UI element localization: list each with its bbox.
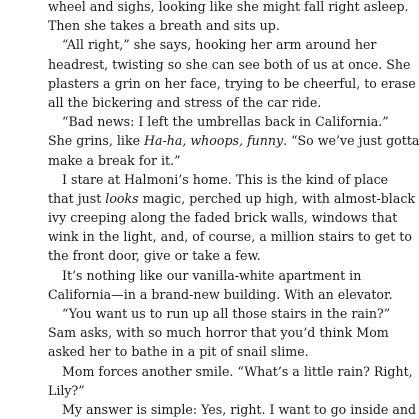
text-segment: She grins, like (48, 133, 145, 149)
text-line (48, 112, 389, 131)
text-line (48, 93, 344, 112)
text-segment: that just (48, 190, 106, 206)
text-line (48, 381, 344, 400)
text-line (48, 285, 393, 304)
text-line (48, 0, 409, 16)
text-segment: Lily?” (48, 382, 85, 398)
text-segment: all the bickering and stress of the car ride. (48, 94, 322, 110)
text-segment: Mom forces another smile. “What’s a little rain? Right, (62, 363, 413, 379)
text-line (48, 16, 344, 35)
text-segment: “Bad news: I left the umbrellas back in California.” (62, 114, 389, 130)
text-segment: ivy creeping along the faded brick walls, windows that (48, 210, 398, 226)
text-segment: “All right,” she says, hooking her arm around her (62, 37, 377, 53)
text-line (48, 266, 362, 285)
italic-text: looks (105, 190, 139, 206)
italic-text: Ha-ha, whoops, funny (144, 133, 284, 149)
text-line (48, 342, 344, 361)
text-line (48, 227, 412, 246)
text-line (48, 151, 344, 170)
text-segment: . “So we’ve just gotta (283, 133, 419, 149)
text-segment: Sam asks, with so much horror that you’d think Mom (48, 325, 389, 341)
text-line (48, 400, 417, 419)
text-segment: the front door, give or take a few. (48, 248, 261, 264)
text-segment: wink in the light, and, of course, a million stairs to get to (48, 229, 412, 245)
text-segment: “You want us to run up all those stairs in the rain?” (62, 306, 391, 321)
text-line (48, 362, 413, 381)
text-segment: California—in a brand-new building. With an elevator. (48, 286, 393, 302)
text-segment: plasters a grin on her face, trying to be cheerful, to erase (48, 75, 416, 91)
text-line (48, 35, 377, 54)
text-line (48, 170, 389, 189)
text-line (48, 208, 398, 227)
text-segment: asked her to bathe in a pit of snail slime. (48, 344, 309, 360)
text-line (48, 323, 389, 342)
text-line (48, 246, 344, 265)
body-text (48, 0, 419, 419)
text-segment: make a break for it.” (48, 152, 181, 168)
text-segment: wheel and sighs, looking like she might fall right asleep. (48, 0, 409, 14)
text-segment: Then she takes a breath and sits up. (48, 18, 280, 34)
text-segment: I stare at Halmoni’s home. This is the kind of place (62, 171, 389, 187)
text-line (48, 189, 416, 208)
text-line (48, 74, 416, 93)
text-segment: My answer is simple: Yes, right. I want to go inside and (62, 401, 417, 417)
text-segment: headrest, twisting so she can see both of us at once. She (48, 56, 411, 72)
text-line (48, 131, 419, 150)
text-line (48, 55, 411, 74)
text-segment: magic, perched up high, with almost-black (138, 190, 416, 206)
text-segment: It’s nothing like our vanilla-white apartment in (62, 267, 362, 283)
text-line (48, 304, 391, 323)
